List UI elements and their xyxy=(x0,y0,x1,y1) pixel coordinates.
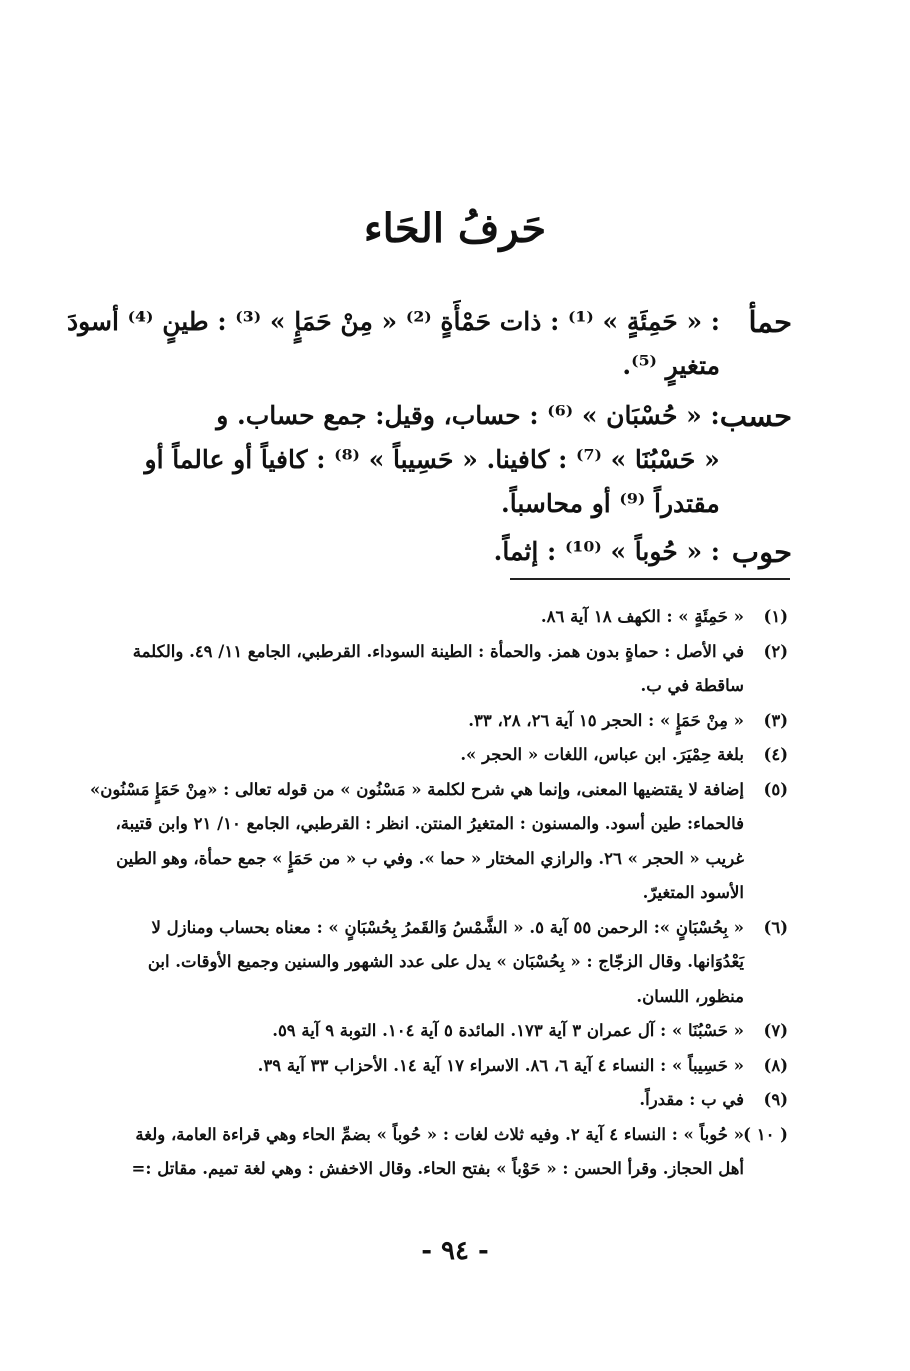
footnote xyxy=(120,635,788,704)
footnote-divider xyxy=(510,578,790,580)
footnote-number: (٨) xyxy=(763,1055,788,1075)
footnotes xyxy=(89,600,788,1187)
footnote-line: إضافة لا يقتضيها المعنى، وإنما هي شرح لكلمة « مَسْنُون » من قوله تعالى : «مِنْ حَمَإٍ مَسْنُون» xyxy=(89,779,744,799)
footnote-line: أهل الحجاز. وقرأ الحسن : « حَوْباً » بفتح الحاء. وقال الاخفش : وهي لغة تميم. مقاتل := xyxy=(131,1159,744,1178)
footnote-text xyxy=(120,911,744,1015)
glossary-entry xyxy=(67,300,792,388)
footnote-number: ( ١٠ ) xyxy=(743,1124,788,1144)
footnote-line: « حَسْبُنَا » : آل عمران ٣ آية ١٧٣. المائدة ٥ آية ١٠٤. التوبة ٩ آية ٥٩. xyxy=(272,1021,744,1040)
footnote-line: منظور، اللسان. xyxy=(636,986,744,1006)
footnote-line: ساقطة في ب. xyxy=(640,676,744,695)
footnote-text xyxy=(120,704,744,739)
entry-line: « حَسْبُنَا » ⁽⁷⁾ : كافينا. « حَسِيباً » ⁽⁸⁾ : كافياً أو عالماً أو xyxy=(144,445,720,474)
footnote-line: الأسود المتغيرّ. xyxy=(642,883,744,902)
entry-line: مقتدراً ⁽⁹⁾ أو محاسباً. xyxy=(501,489,720,518)
footnote-text xyxy=(120,1118,744,1187)
footnote xyxy=(120,911,788,1015)
glossary-entries xyxy=(67,300,792,574)
entry-root: حوب xyxy=(731,535,792,569)
footnote-text xyxy=(90,773,744,911)
footnote-line: فالحماء: طين أسود. والمسنون : المتغيرُ المنتن. انظر : القرطبي، الجامع ١٠/ ٢١ وابن قتيبة، xyxy=(115,814,744,833)
footnote xyxy=(120,1049,788,1084)
footnote-text xyxy=(120,635,744,704)
footnote-text xyxy=(120,738,744,773)
entry-root: حسب xyxy=(719,399,792,433)
footnote-number: (٢) xyxy=(763,641,788,661)
footnote xyxy=(89,773,788,911)
footnote xyxy=(120,704,788,739)
glossary-entry xyxy=(108,530,792,574)
footnote-number: (٥) xyxy=(763,779,788,799)
footnote-line: بلغة حِمْيَرَ. ابن عباس، اللغات « الحجر ». xyxy=(460,745,744,764)
page-number: - ٩٤ - xyxy=(421,1236,489,1266)
footnote xyxy=(120,600,788,635)
chapter-title: حَرفُ الحَاء xyxy=(363,205,547,252)
footnote xyxy=(120,1118,788,1187)
footnote-number: (٤) xyxy=(763,745,788,764)
footnote-line: في الأصل : حماةٍ بدون همز. والحمأة : الطينة السوداء. القرطبي، الجامع ١١/ ٤٩. والكلمة xyxy=(132,641,744,661)
entry-definition xyxy=(108,394,720,526)
footnote-line: غريب « الحجر » ٢٦. والرازي المختار « حما ». وفي ب « من حَمَإٍ » جمع حمأة، وهو الطين xyxy=(116,848,744,868)
glossary-entry xyxy=(108,394,792,526)
footnote-line: « بِحُسْبَانٍ »: الرحمن ٥٥ آية ٥. « الشَّمْسُ وَالقَمرُ بِحُسْبَانٍ » : معناه بحساب ومنازل لا xyxy=(151,917,744,937)
footnote-text xyxy=(120,1014,744,1049)
footnote-number: (٣) xyxy=(763,710,788,730)
footnote-text xyxy=(120,1083,744,1118)
entry-line: : « حَمِئَةٍ » ⁽¹⁾ : ذات حَمْأَةٍ ⁽²⁾ « مِنْ حَمَإٍ » ⁽³⁾ : طينٍ ⁽⁴⁾ أسودَ xyxy=(67,307,720,336)
entry-line: : « حُوباً » ⁽¹⁰⁾ : إثماً. xyxy=(493,537,720,566)
footnote-number: (١) xyxy=(763,607,788,626)
footnote xyxy=(120,1083,788,1118)
footnote-number: (٩) xyxy=(763,1090,788,1109)
footnote-text xyxy=(120,1049,744,1084)
footnote-number: (٦) xyxy=(763,917,788,937)
footnote xyxy=(120,1014,788,1049)
footnote-line: يَعْدُوَانها. وقال الزجّاج : « بِحُسْبَان » يدل على عدد الشهور والسنين وجميع الأوقات. ابن xyxy=(147,952,744,971)
footnote xyxy=(120,738,788,773)
entry-root: حمأ xyxy=(748,305,792,339)
footnote-line: في ب : مقدراً. xyxy=(639,1090,744,1109)
entry-definition xyxy=(108,530,720,574)
footnote-text xyxy=(120,600,744,635)
footnote-number: (٧) xyxy=(763,1021,788,1040)
footnote-line: « حَمِئَةٍ » : الكهف ١٨ آية ٨٦. xyxy=(540,607,744,626)
entry-line: متغيرٍ ⁽⁵⁾. xyxy=(622,351,720,380)
entry-definition xyxy=(67,300,720,388)
entry-line: : « حُسْبَان » ⁽⁶⁾ : حساب، وقيل: جمع حساب. و xyxy=(216,401,720,430)
footnote-line: « مِنْ حَمَإٍ » : الحجر ١٥ آية ٢٦، ٢٨، ٣٣. xyxy=(468,710,744,730)
footnote-line: « حُوباً » : النساء ٤ آية ٢. وفيه ثلاث لغات : « حُوباً » بضمِّ الحاء وهي قراءة العامة، ولغة xyxy=(135,1124,744,1144)
footnote-line: « حَسِيباً » : النساء ٤ آية ٦، ٨٦. الاسراء ١٧ آية ١٤. الأحزاب ٣٣ آية ٣٩. xyxy=(257,1055,744,1075)
